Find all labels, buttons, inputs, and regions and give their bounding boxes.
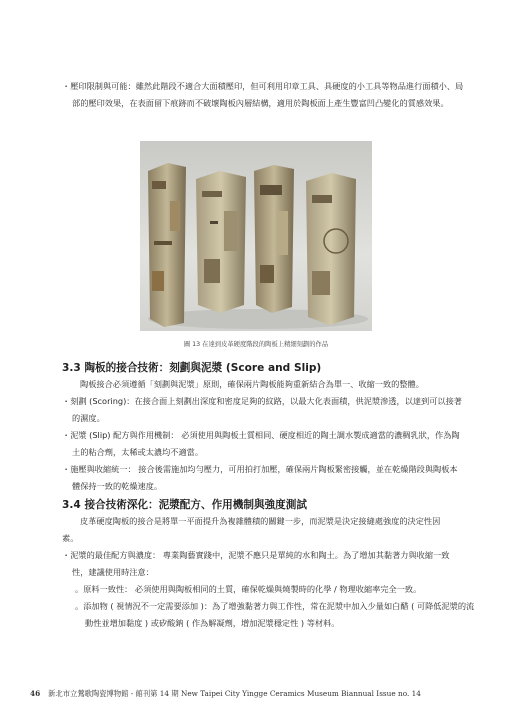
material-consistency-item: 。原料一致性： 必須使用與陶板相同的土質，確保乾燥與燒製時的化學 / 物理收縮率完全一致。: [75, 584, 422, 594]
pressure-bullet: ・施壓與收縮統一： 接合後需施加均勻壓力，可用拍打加壓，確保兩片陶板緊密接觸，並在乾燥階段與陶板本體保持一致的乾燥速度。: [62, 464, 458, 491]
figure-caption: 圖 13 在達到皮革硬度階段的陶板上精細刻劃的作品: [183, 341, 329, 348]
page-footer: [30, 689, 421, 699]
section-3-4-intro: 皮革硬度陶板的接合是將單一平面提升為複雜體積的關鍵一步，而泥漿是決定接縫處強度的決定性因素。: [62, 516, 441, 543]
section-3-3-heading: 3.3 陶板的接合技術：刻劃與泥漿 (Score and Slip): [62, 362, 322, 374]
scoring-bullet: ・刻劃 (Scoring)：在接合面上刻劃出深度和密度足夠的紋路，以最大化表面積，供泥漿滲透，以達到可以接著的濕度。: [62, 396, 462, 423]
footer-text: 新北市立鶯歌陶瓷博物館 - 館刊第 14 期 New Taipei City Yingge Ceramics Museum Biannual Issue no. 14: [48, 689, 421, 698]
ceramic-towers-photo: [140, 141, 372, 331]
additives-item: 。添加物 ( 視情況不一定需要添加 )：為了增強黏著力與工作性，常在泥漿中加入少量如白醋 ( 可降低泥漿的流動性並增加黏度 ) 或矽酸鈉 ( 作為解凝劑，增加泥漿穩定性 ) 等材料。: [75, 601, 475, 628]
slip-recipe-bullet: ・泥漿的最佳配方與濃度： 專業陶藝實踐中，泥漿不應只是單純的水和陶土。為了增加其黏著力與收縮一致性，建議使用時注意：: [62, 550, 450, 577]
page-number: 46: [30, 689, 41, 698]
section-3-4-heading: 3.4 接合技術深化：泥漿配方、作用機制與強度測試: [62, 499, 307, 511]
slip-bullet: ・泥漿 (Slip) 配方與作用機制： 必須使用與陶板土質相同、硬度相近的陶土調水製成適當的濃稠乳狀，作為陶土的粘合劑，太稀或太濃均不適當。: [62, 430, 460, 457]
section-3-3-intro: 陶板接合必須遵循「刻劃與泥漿」原則，確保兩片陶板能夠重新結合為單一、收縮一致的整體。: [80, 379, 424, 389]
intro-bullet: ・壓印限制與可能：雖然此階段不適合大面積壓印，但可利用印章工具、具硬度的小工具等物品進行面積小、局部的壓印效果，在表面留下痕跡而不破壞陶板內層結構，適用於陶板面上產生豐富凹凸變化的質感效果。: [62, 81, 464, 108]
